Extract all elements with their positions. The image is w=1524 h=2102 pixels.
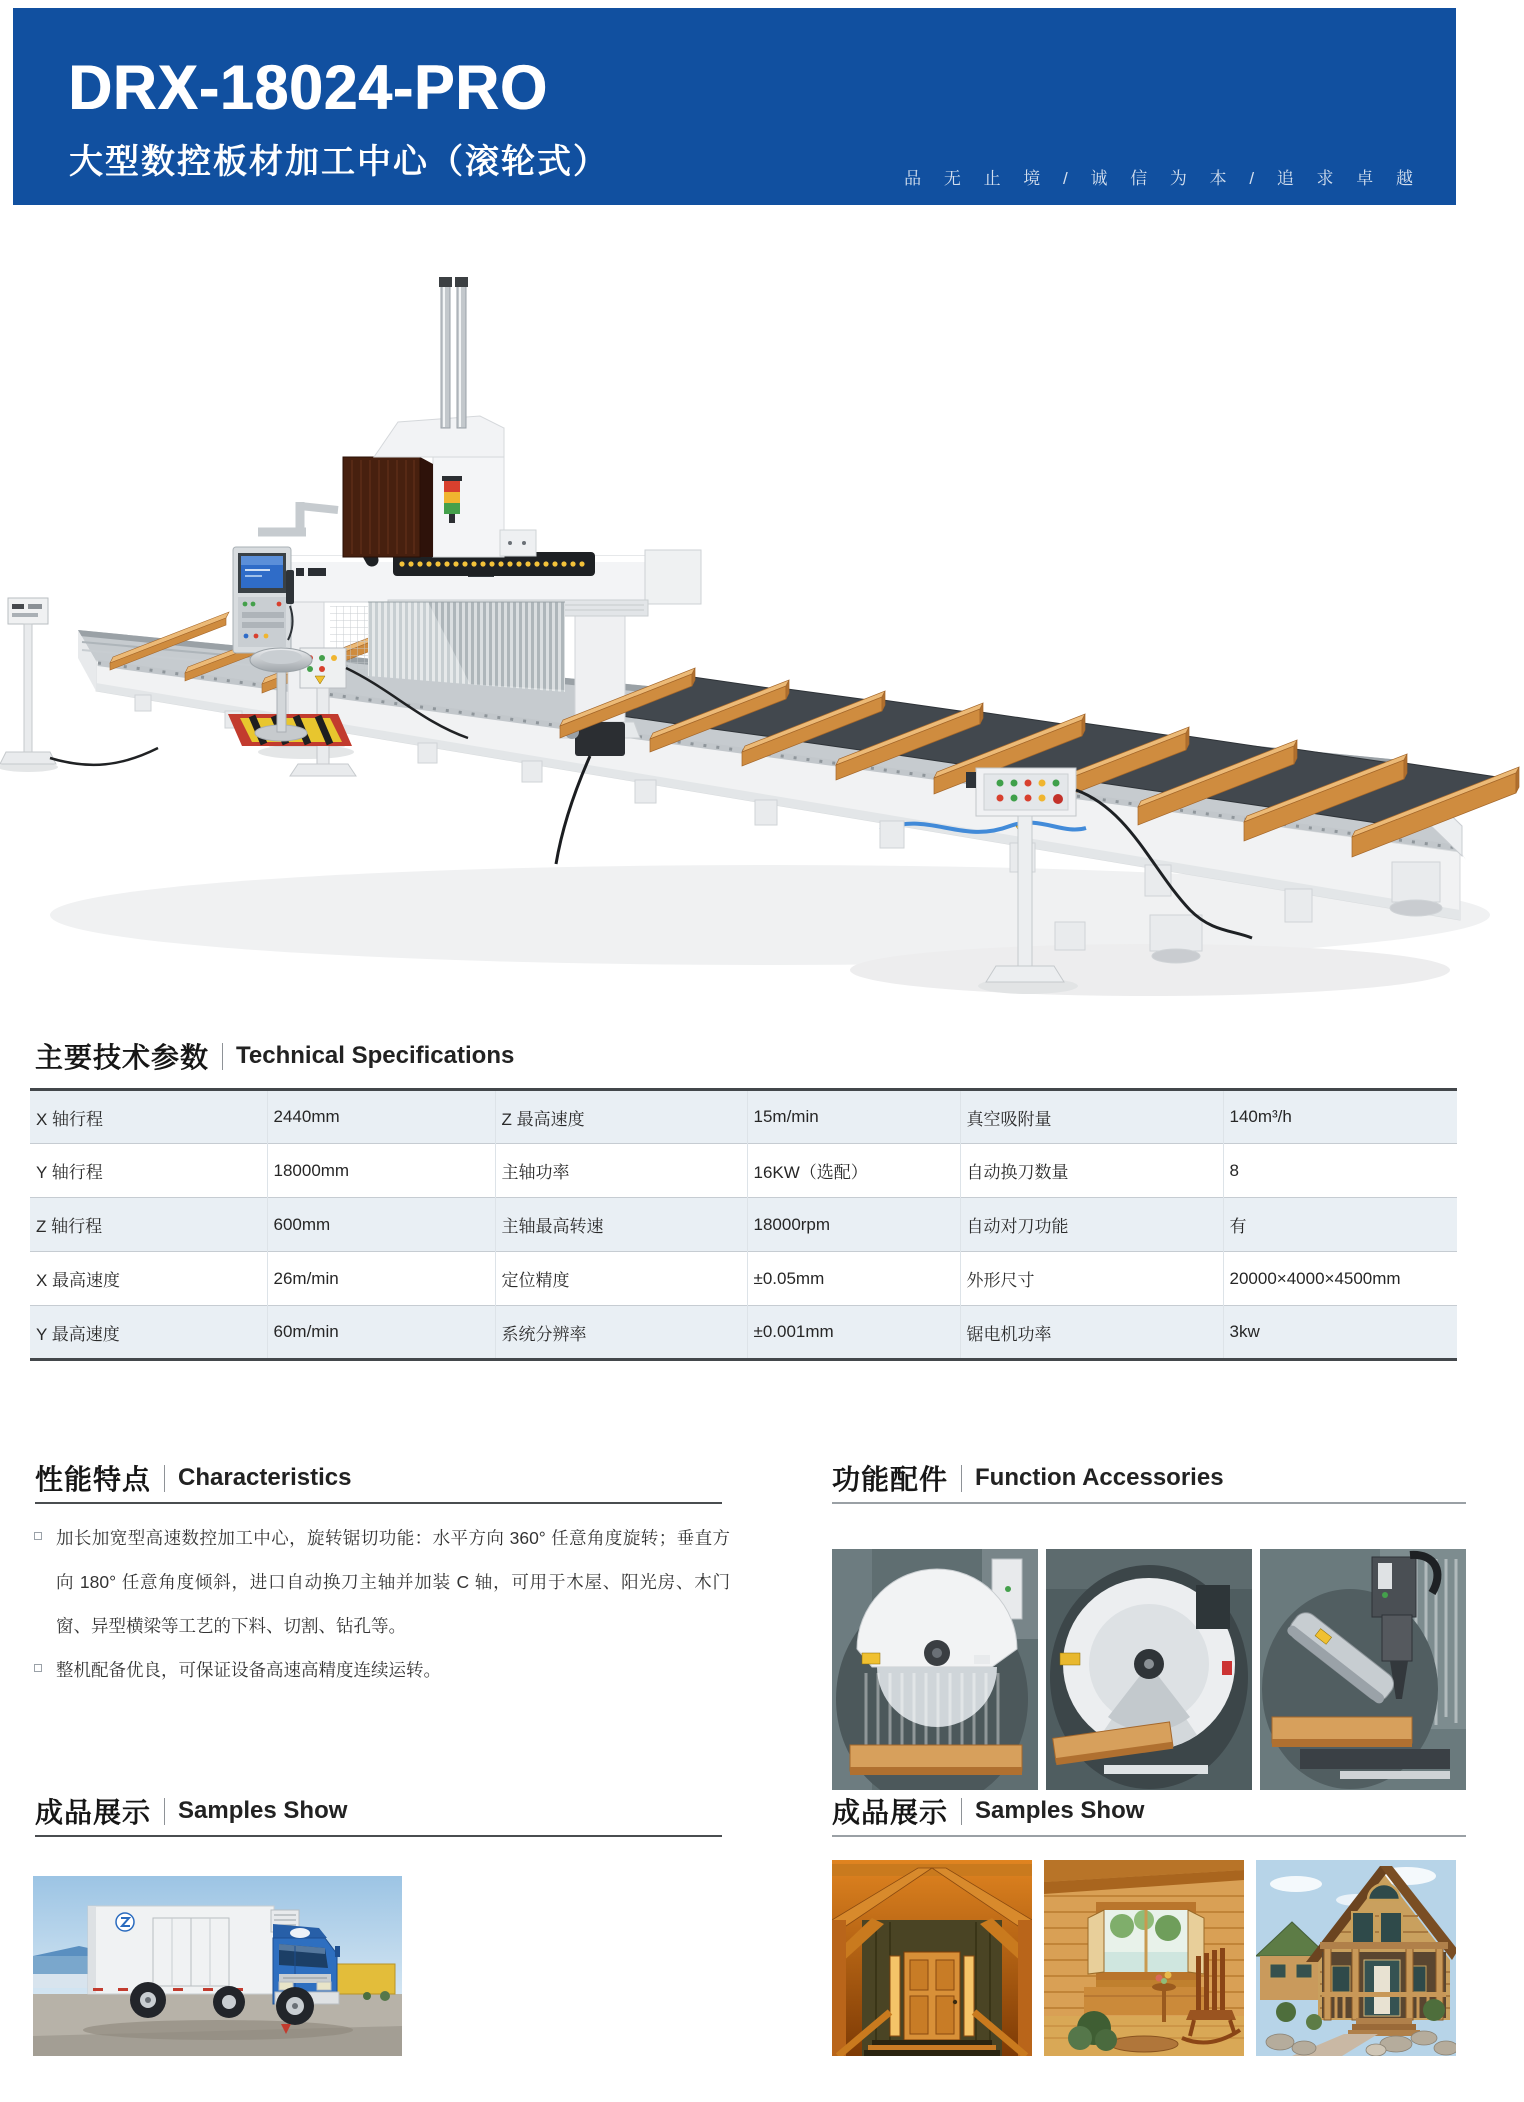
spec-label: Z 轴行程 (30, 1198, 267, 1252)
title-divider (222, 1043, 223, 1070)
characteristics-section-title (35, 1458, 351, 1498)
product-model-title: DRX-18024-PRO (68, 53, 548, 123)
samples-left-section-title (35, 1791, 347, 1831)
spec-label: 主轴功率 (495, 1144, 747, 1198)
sample-photo-wood-entry (832, 1860, 1032, 2056)
spec-label: 自动换刀数量 (960, 1144, 1223, 1198)
specs-section-title (35, 1036, 514, 1076)
table-row (30, 1144, 1457, 1198)
machine-photo-illustration (0, 270, 1524, 1032)
spec-label: 系统分辨率 (495, 1306, 747, 1360)
accessories-title-zh: 功能配件 (832, 1464, 949, 1495)
section-rule (832, 1835, 1466, 1837)
sample-photo-truck (33, 1876, 402, 2056)
accessory-photo-saw-blade (1046, 1549, 1252, 1790)
spec-label: 自动对刀功能 (960, 1198, 1223, 1252)
accessories-image-row (832, 1549, 1466, 1790)
spec-label: 主轴最高转速 (495, 1198, 747, 1252)
spec-value: 3kw (1223, 1306, 1457, 1360)
spec-label: 真空吸附量 (960, 1090, 1223, 1144)
sample-photo-wood-interior (1044, 1860, 1244, 2056)
specs-title-zh: 主要技术参数 (35, 1042, 210, 1073)
samples-right-title-zh: 成品展示 (832, 1797, 949, 1828)
spec-value: 2440mm (267, 1090, 495, 1144)
table-row (30, 1306, 1457, 1360)
samples-right-section-title (832, 1791, 1144, 1831)
title-divider (961, 1465, 962, 1492)
spec-value: 140m³/h (1223, 1090, 1457, 1144)
spec-value: 8 (1223, 1144, 1457, 1198)
table-row (30, 1252, 1457, 1306)
spec-label: 定位精度 (495, 1252, 747, 1306)
spec-value: 600mm (267, 1198, 495, 1252)
table-row (30, 1198, 1457, 1252)
section-rule (35, 1502, 722, 1504)
spec-label: Z 最高速度 (495, 1090, 747, 1144)
spec-label: X 轴行程 (36, 1109, 104, 1129)
spec-value: ±0.001mm (747, 1306, 960, 1360)
samples-left-title-en: Samples Show (178, 1797, 348, 1824)
spec-label: 锯电机功率 (960, 1306, 1223, 1360)
product-subtitle: 大型数控板材加工中心（滚轮式） (69, 143, 609, 181)
spec-label: 外形尺寸 (960, 1252, 1223, 1306)
characteristics-title-en: Characteristics (178, 1464, 352, 1491)
accessories-section-title (832, 1458, 1224, 1498)
spec-value: 18000mm (267, 1144, 495, 1198)
accessory-photo-tilt-head (1260, 1549, 1466, 1790)
spec-value: 有 (1223, 1198, 1457, 1252)
section-rule (832, 1502, 1466, 1504)
accessories-title-en: Function Accessories (975, 1464, 1224, 1491)
table-row (30, 1090, 1457, 1144)
specs-table (30, 1088, 1457, 1361)
brand-slogan: 品 无 止 境 / 诚 信 为 本 / 追 求 卓 越 (904, 169, 1422, 188)
title-divider (164, 1798, 165, 1825)
spec-value: 15m/min (747, 1090, 960, 1144)
sample-photo-log-house (1256, 1860, 1456, 2056)
spec-value: 20000×4000×4500mm (1223, 1252, 1457, 1306)
square-bullet-icon (34, 1532, 42, 1540)
samples-right-title-en: Samples Show (975, 1797, 1145, 1824)
spec-label: X 最高速度 (30, 1252, 267, 1306)
specs-title-en: Technical Specifications (236, 1042, 515, 1069)
spec-label: Y 轴行程 (30, 1144, 267, 1198)
square-bullet-icon (34, 1664, 42, 1672)
characteristics-title-zh: 性能特点 (35, 1464, 152, 1495)
spec-value: ±0.05mm (747, 1252, 960, 1306)
accessory-photo-saw-guard (832, 1549, 1038, 1790)
spec-label: Y 最高速度 (30, 1306, 267, 1360)
spindle-rods (439, 277, 468, 428)
samples-image-row (832, 1860, 1456, 2056)
characteristic-item: 整机配备优良，可保证设备高速高精度连续运转。 (30, 1648, 730, 1692)
spec-value: 16KW（选配） (747, 1144, 960, 1198)
spec-value: 60m/min (267, 1306, 495, 1360)
spec-value: 26m/min (267, 1252, 495, 1306)
title-divider (164, 1465, 165, 1492)
header-banner (13, 8, 1456, 205)
samples-left-title-zh: 成品展示 (35, 1797, 152, 1828)
characteristic-item: 加长加宽型高速数控加工中心，旋转锯切功能：水平方向 360° 任意角度旋转；垂直方向 180° 任意角度倾斜，进口自动换刀主轴并加装 C 轴，可用于木屋、阳光房、木门窗、异型横梁等工艺的下料、切割、钻孔等。 (30, 1516, 730, 1648)
title-divider (961, 1798, 962, 1825)
spec-value: 18000rpm (747, 1198, 960, 1252)
section-rule (35, 1835, 722, 1837)
